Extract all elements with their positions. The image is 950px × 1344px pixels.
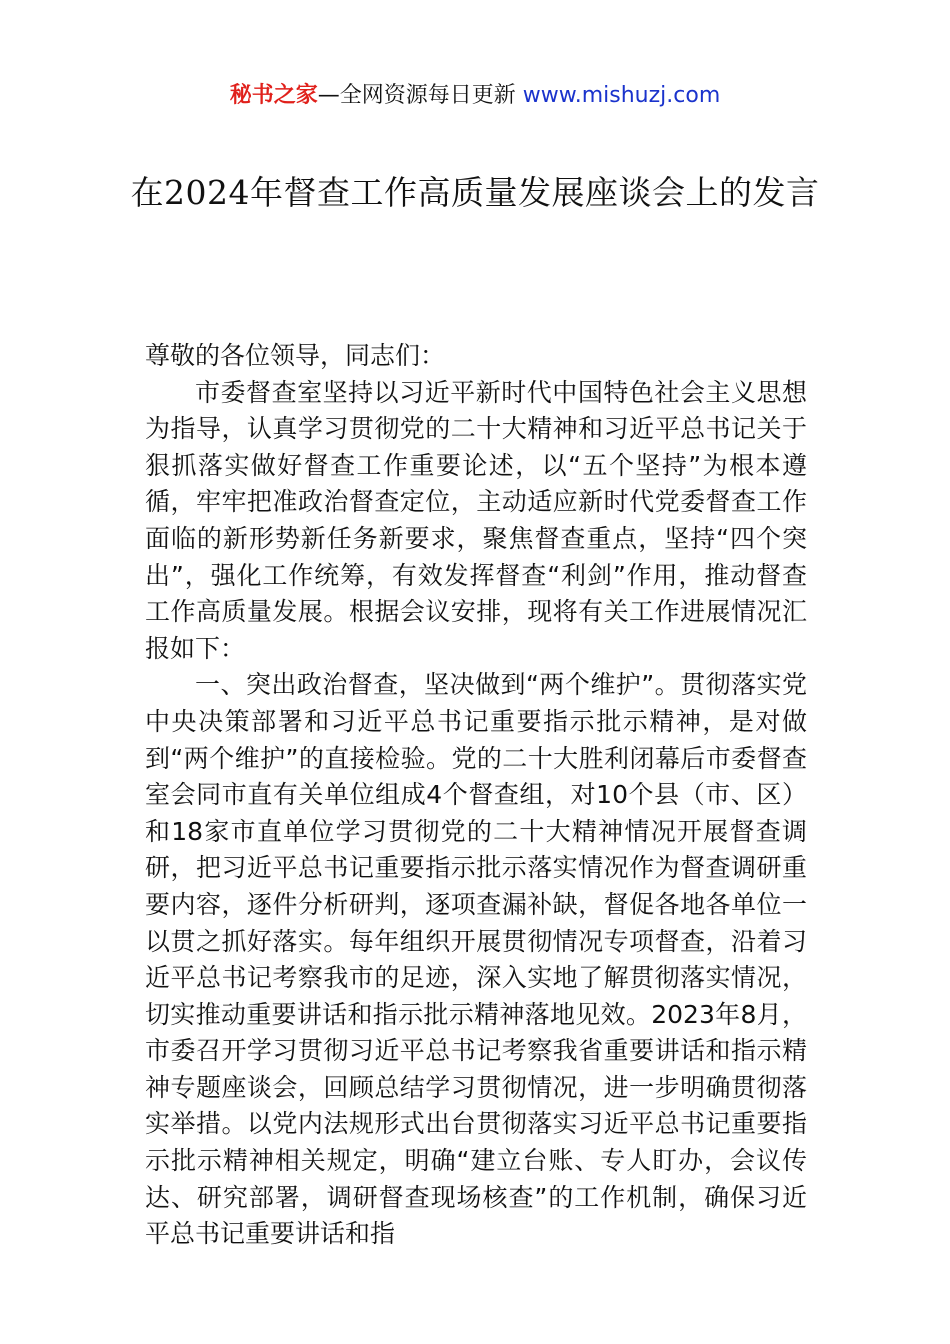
paragraph-intro: 市委督查室坚持以习近平新时代中国特色社会主义思想为指导，认真学习贯彻党的二十大精神和习近平总书记关于狠抓落实做好督查工作重要论述，以“五个坚持”为根本遵循，牢牢把准政治督查定位，主动适应新时代党委督查工作面临的新形势新任务新要求，聚焦督查重点，坚持“四个突出”，强化工作统筹，有效发挥督查“利剑”作用，推动督查工作高质量发展。根据会议安排，现将有关工作进展情况汇报如下： (145, 377, 807, 663)
document-title: 在2024年督查工作高质量发展座谈会上的发言 (130, 173, 820, 212)
site-header (0, 80, 950, 112)
document-body (145, 338, 807, 1253)
paragraph-section-one: 一、突出政治督查，坚决做到“两个维护”。贯彻落实党中央决策部署和习近平总书记重要指示批示精神，是对做到“两个维护”的直接检验。党的二十大胜利闭幕后市委督查室会同市直有关单位组成4个督查组，对10个县（市、区）和18家市直单位学习贯彻党的二十大精神情况开展督查调研，把习近平总书记重要指示批示落实情况作为督查调研重要内容，逐件分析研判，逐项查漏补缺，督促各地各单位一以贯之抓好落实。每年组织开展贯彻情况专项督查，沿着习近平总书记考察我市的足迹，深入实地了解贯彻落实情况，切实推动重要讲话和指示批示精神落地见效。2023年8月，市委召开学习贯彻习近平总书记考察我省重要讲话和指示精神专题座谈会，回顾总结学习贯彻情况，进一步明确贯彻落实举措。以党内法规形式出台贯彻落实习近平总书记重要指示批示精神相关规定，明确“建立台账、专人盯办，会议传达、研究部署，调研督查现场核查”的工作机制，确保习近平总书记重要讲话和指 (145, 670, 807, 1249)
site-url-link[interactable]: www.mishuzj.com (522, 83, 721, 108)
site-tagline: —全网资源每日更新 (317, 83, 523, 108)
salutation: 尊敬的各位领导，同志们： (145, 341, 446, 370)
brand-name: 秘书之家 (229, 83, 318, 108)
